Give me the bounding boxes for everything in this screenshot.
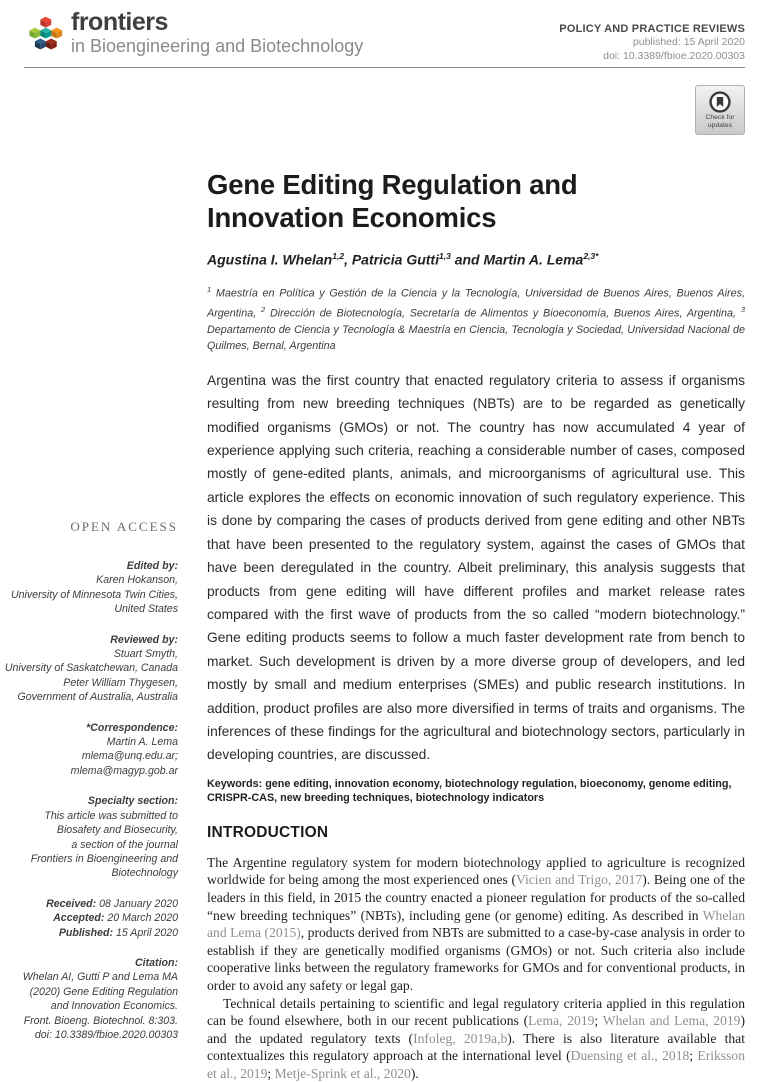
sidebar-line: doi: 10.3389/fbioe.2020.00303 [0, 1028, 178, 1042]
sidebar-line: Biosafety and Biosecurity, [0, 823, 178, 837]
affiliations: $^1$ Maestría en Política y Gestión de la Ciencia y la Tecnología, Universidad de Buenos Aires, Buenos Aires, Argentina, $^2$ Dirección de Biotecnología, Secretaría de Alimentos y Bioeconomía, Buenos Aires, Argentina, $^3$ Departamento de Ciencia y Tecnología & Maestría en Ciencia, Tecnología y Sociedad, Universidad Nacional de Quilmes, Bernal, Argentina [207, 282, 745, 355]
sidebar-date-line: Published: 15 April 2020 [0, 926, 178, 940]
sidebar-section-label: Reviewed by: [0, 633, 178, 647]
sidebar-line: Martin A. Lema [0, 735, 178, 749]
citation-link[interactable]: Lema, 2019 [528, 1013, 594, 1028]
sidebar-date-line: Accepted: 20 March 2020 [0, 911, 178, 925]
article-title-line: Gene Editing Regulation and [207, 168, 745, 201]
sidebar-section-label: *Correspondence: [0, 721, 178, 735]
sidebar-sections [0, 559, 178, 1042]
article-body [207, 168, 745, 1082]
sidebar-line: mlema@unq.edu.ar; [0, 749, 178, 763]
sidebar-section [0, 897, 178, 940]
abstract-text: Argentina was the first country that enacted regulatory criteria to assess if organisms resulting from new breeding techniques (NBTs) are to be regarded as genetically modified organisms (GMOs) or not. The country has now accumulated 4 year of experience applying such criteria, reaching a considerable number of cases, composed mostly of gene-edited plants, animals, and microorganisms of agricultural use. This article explores the effects on economic innovation of such regulatory experience. This is done by comparing the cases of products derived from gene editing and other NBTs that have been presented to the regulatory system, against the cases of GMOs that have been deregulated in the country. Albeit preliminary, this analysis suggests that products from gene editing will have different profiles and market release rates compared with the first wave of products from the so called “modern biotechnology.” Gene editing products seems to follow a much faster development rate from bench to market. Such development is driven by a more diverse group of developers, and led mostly by small and medium enterprises (SMEs) and public research institutions. In addition, product profiles are also more diversified in terms of traits and organisms. The inferences of these findings for the agricultural and biotechnology sectors, particularly in developing countries, are discussed. [207, 369, 745, 767]
sidebar-line: This article was submitted to [0, 809, 178, 823]
published-date: published: 15 April 2020 [559, 36, 745, 49]
sidebar-section-label: Citation: [0, 956, 178, 970]
sidebar-line: Stuart Smyth, [0, 647, 178, 661]
doi-text: doi: 10.3389/fbioe.2020.00303 [559, 50, 745, 63]
article-meta-sidebar [0, 519, 178, 1058]
sidebar-line: United States [0, 602, 178, 616]
sidebar-section [0, 721, 178, 779]
citation-link[interactable]: Duensing et al., 2018 [571, 1048, 690, 1063]
sidebar-line: Front. Bioeng. Biotechnol. 8:303. [0, 1014, 178, 1028]
sidebar-line: Whelan AI, Gutti P and Lema MA [0, 970, 178, 984]
citation-link[interactable]: Infoleg, 2019a,b [413, 1031, 507, 1046]
citation-link[interactable]: Eriksson et al., 2019 [207, 1048, 745, 1081]
sidebar-line: Government of Australia, Australia [0, 690, 178, 704]
page-header [24, 10, 745, 68]
sidebar-section [0, 956, 178, 1042]
logo-brand: frontiers [71, 10, 363, 35]
citation-link[interactable]: Metje-Sprink et al., 2020 [275, 1066, 411, 1081]
check-for-updates-badge[interactable] [695, 85, 745, 135]
sidebar-date-line: Received: 08 January 2020 [0, 897, 178, 911]
header-meta [559, 23, 745, 63]
sidebar-section [0, 559, 178, 617]
introduction-text [207, 854, 745, 1082]
sidebar-line: University of Saskatchewan, Canada [0, 661, 178, 675]
sidebar-line: a section of the journal [0, 838, 178, 852]
citation-link[interactable]: Whelan and Lema, 2019 [603, 1013, 741, 1028]
citation-link[interactable]: Whelan and Lema (2015) [207, 908, 745, 941]
sidebar-line: Biotechnology [0, 866, 178, 880]
article-type-label: POLICY AND PRACTICE REVIEWS [559, 23, 745, 35]
article-title [207, 168, 745, 234]
keywords-line: Keywords: gene editing, innovation economy, biotechnology regulation, bioeconomy, genome editing, CRISPR-CAS, new breeding techniques, biotechnology indicators [207, 777, 745, 806]
badge-label: Check for updates [705, 114, 734, 130]
open-access-label: OPEN ACCESS [0, 519, 178, 535]
sidebar-line: mlema@magyp.gob.ar [0, 764, 178, 778]
sidebar-section [0, 794, 178, 880]
sidebar-line: University of Minnesota Twin Cities, [0, 588, 178, 602]
crossmark-bookmark-icon [709, 91, 731, 113]
article-title-line: Innovation Economics [207, 201, 745, 234]
authors-line: Agustina I. Whelan$^{1,2}$, Patricia Gutti$^{1,3}$ and Martin A. Lema$^{2,3*}$ [207, 251, 745, 268]
logo-text [71, 10, 363, 58]
section-heading-introduction: INTRODUCTION [207, 824, 745, 842]
intro-paragraph: Technical details pertaining to scientific and legal regulatory criteria applied in this regulation can be found elsewhere, both in our recent publications (Lema, 2019; Whelan and Lema, 2019) and the updated regulatory texts (Infoleg, 2019a,b). There is also literature available that contextualizes this regulatory approach at the international level (Duensing et al., 2018; Eriksson et al., 2019; Metje-Sprink et al., 2020). [207, 995, 745, 1082]
sidebar-line: Peter William Thygesen, [0, 676, 178, 690]
citation-link[interactable]: Vicien and Trigo, 2017 [516, 872, 642, 887]
sidebar-section-label: Edited by: [0, 559, 178, 573]
frontiers-logo-icon [24, 12, 64, 56]
sidebar-line: and Innovation Economics. [0, 999, 178, 1013]
intro-paragraph: The Argentine regulatory system for modern biotechnology applied to agriculture is recognized worldwide for being among the most experienced ones (Vicien and Trigo, 2017). Being one of the leaders in this field, in 2015 the country enacted a pioneer regulation for products of the so-called “new breeding techniques” (NBTs), including gene (or genome) editing. As described in Whelan and Lema (2015), products derived from NBTs are submitted to a case-by-case analysis in order to establish if they are genetically modified organisms (GMOs) or not. Such criteria also include cooperative links between the regulatory frameworks for GMOs and for conventional products, in order to avoid any safety or legal gap. [207, 854, 745, 995]
sidebar-section [0, 633, 178, 705]
logo-subtitle: in Bioengineering and Biotechnology [71, 35, 363, 58]
header-divider [24, 67, 745, 68]
sidebar-line: Karen Hokanson, [0, 573, 178, 587]
sidebar-section-label: Specialty section: [0, 794, 178, 808]
sidebar-line: (2020) Gene Editing Regulation [0, 985, 178, 999]
sidebar-line: Frontiers in Bioengineering and [0, 852, 178, 866]
